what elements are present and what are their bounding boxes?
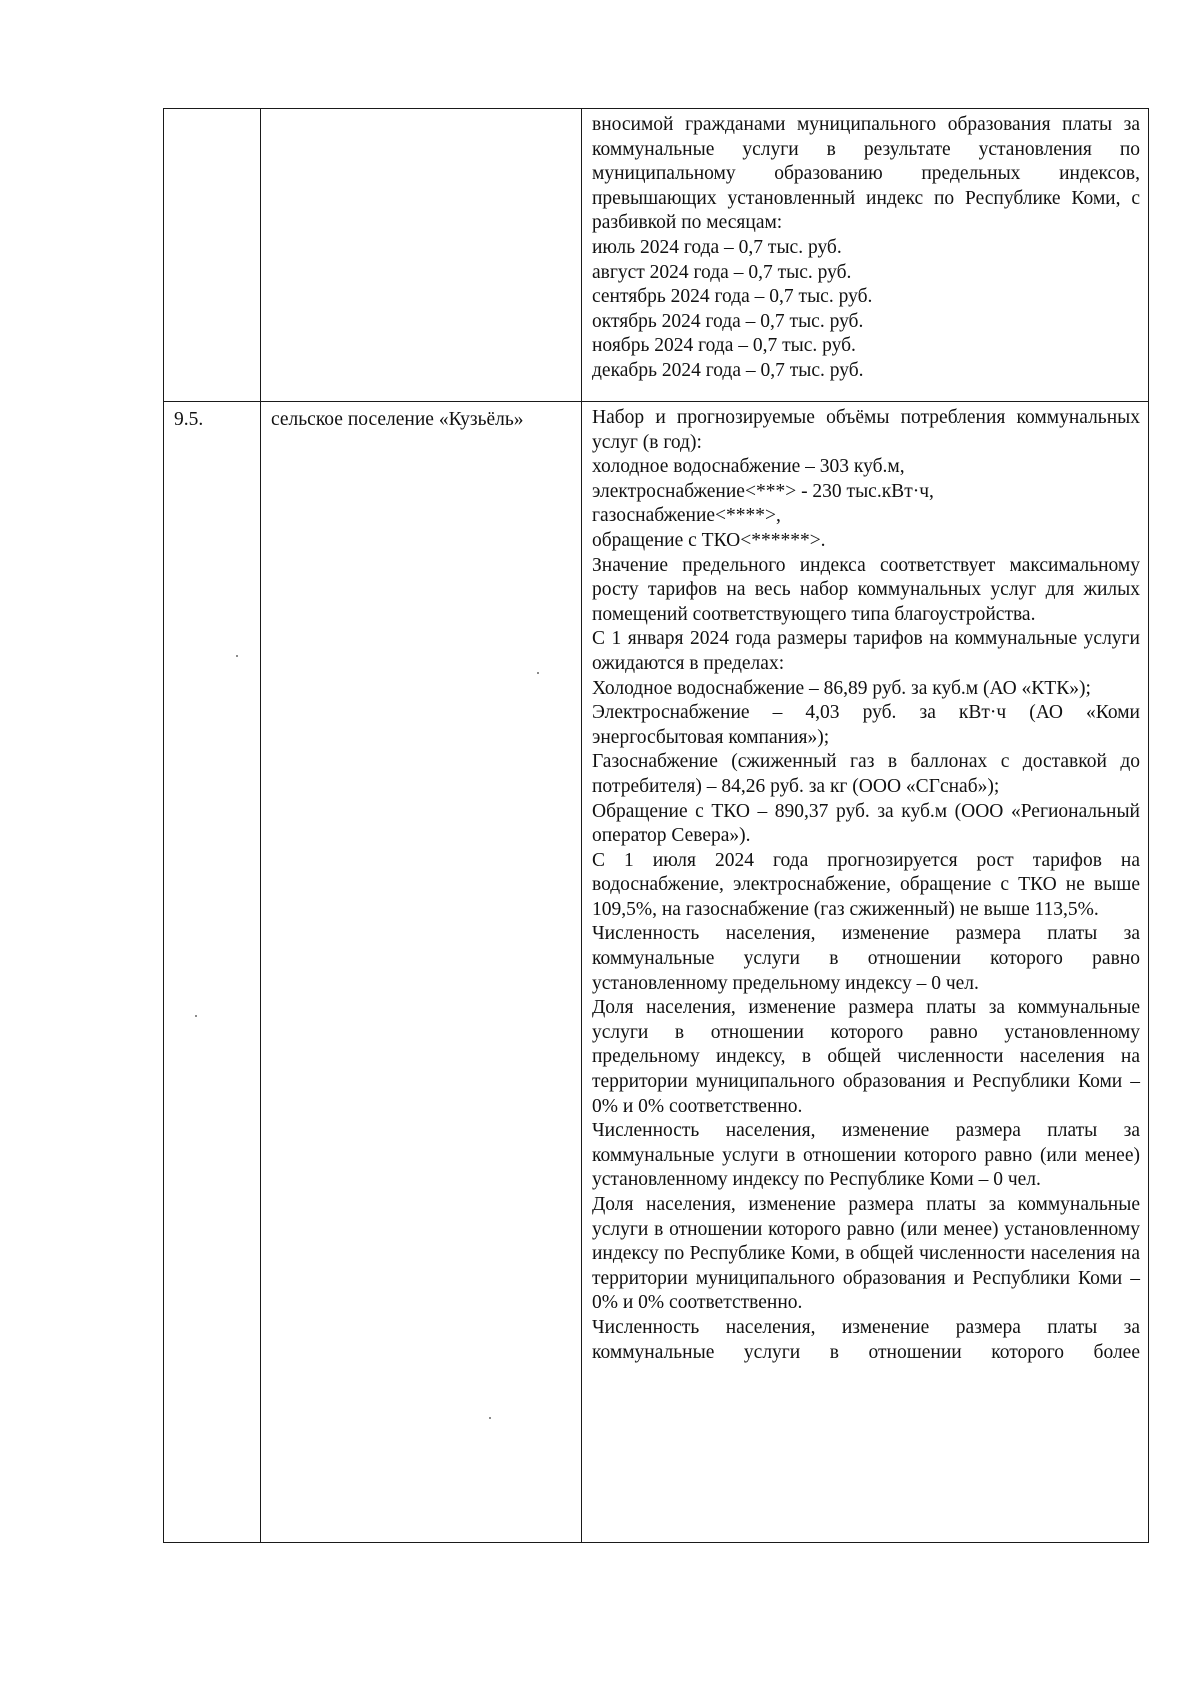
scan-speck bbox=[537, 672, 539, 674]
volumes-intro: Набор и прогнозируемые объёмы потребления коммунальных услуг (в год): bbox=[592, 407, 1140, 453]
month-line: октябрь 2024 года – 0,7 тыс. руб. bbox=[592, 310, 864, 332]
population-less: Численность населения, изменение размера платы за коммунальные услуги в отношении которого равно (или менее) установленному индексу по Республике Коми – 0 чел. bbox=[592, 1120, 1140, 1191]
month-line: август 2024 года – 0,7 тыс. руб. bbox=[592, 261, 852, 283]
description-cell bbox=[582, 402, 1149, 1543]
table-row-continued bbox=[164, 109, 1149, 402]
tariff-line: Холодное водоснабжение – 86,89 руб. за куб.м (АО «КТК»); bbox=[592, 677, 1091, 699]
tariff-line: Обращение с ТКО – 890,37 руб. за куб.м (ООО «Региональный оператор Севера»). bbox=[592, 800, 1140, 847]
scan-speck bbox=[195, 1015, 197, 1017]
volume-line: обращение с ТКО<******>. bbox=[592, 529, 826, 551]
tariff-growth: С 1 июля 2024 года прогнозируется рост тарифов на водоснабжение, электроснабжение, обращение с ТКО не выше 109,5%, на газоснабжение (газ сжиженный) не выше 113,5%. bbox=[592, 849, 1140, 920]
volume-line: электроснабжение<***> - 230 тыс.кВт·ч, bbox=[592, 480, 934, 502]
municipality-name-cell: сельское поселение «Кузьёль» bbox=[261, 402, 582, 1543]
payment-description: вносимой гражданами муниципального образования платы за коммунальные услуги в результате установления по муниципальному образованию предельных индексов, превышающих установленный индекс по Республике Коми, с разбивкой по месяцам: bbox=[592, 114, 1140, 234]
index-note: Значение предельного индекса соответствует максимальному росту тарифов на весь набор коммунальных услуг для жилых помещений соответствующего типа благоустройства. bbox=[592, 554, 1140, 625]
volume-line: газоснабжение<****>, bbox=[592, 505, 781, 527]
month-line: декабрь 2024 года – 0,7 тыс. руб. bbox=[592, 359, 864, 381]
scan-speck bbox=[489, 1417, 491, 1419]
row-number-cell: 9.5. bbox=[164, 402, 261, 1543]
document-table bbox=[163, 108, 1149, 1543]
tariff-line: Электроснабжение – 4,03 руб. за кВт·ч (АО «Коми энергосбытовая компания»); bbox=[592, 702, 1140, 748]
share-equal: Доля населения, изменение размера платы за коммунальные услуги в отношении которого равно установленному предельному индексу, в общей численности населения на территории муниципального образования и Республики Коми – 0% и 0% соответственно. bbox=[592, 997, 1140, 1117]
volume-line: холодное водоснабжение – 303 куб.м, bbox=[592, 456, 905, 478]
tariff-line: Газоснабжение (сжиженный газ в баллонах с доставкой до потребителя) – 84,26 руб. за кг (ООО «СГснаб»); bbox=[592, 751, 1140, 797]
scan-speck bbox=[236, 655, 238, 657]
month-line: ноябрь 2024 года – 0,7 тыс. руб. bbox=[592, 335, 856, 357]
municipality-name-cell bbox=[261, 109, 582, 402]
table-row-9-5 bbox=[164, 402, 1149, 1543]
month-line: июль 2024 года – 0,7 тыс. руб. bbox=[592, 236, 842, 258]
population-more: Численность населения, изменение размера платы за коммунальные услуги в отношении которого более bbox=[592, 1316, 1140, 1363]
share-less: Доля населения, изменение размера платы за коммунальные услуги в отношении которого равно (или менее) установленному индексу по Республике Коми, в общей численности населения на территории муниципального образования и Республики Коми – 0% и 0% соответственно. bbox=[592, 1194, 1140, 1314]
month-line: сентябрь 2024 года – 0,7 тыс. руб. bbox=[592, 286, 873, 308]
tariffs-intro: С 1 января 2024 года размеры тарифов на коммунальные услуги ожидаются в пределах: bbox=[592, 628, 1140, 674]
description-cell bbox=[582, 109, 1149, 402]
population-equal: Численность населения, изменение размера платы за коммунальные услуги в отношении которого равно установленному предельному индексу – 0 чел. bbox=[592, 923, 1140, 994]
row-number-cell bbox=[164, 109, 261, 402]
